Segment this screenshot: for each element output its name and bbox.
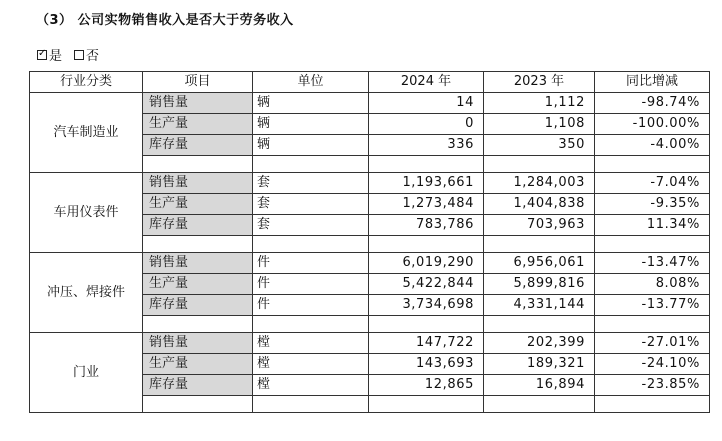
table-row xyxy=(30,173,710,194)
unit-cell: 辆 xyxy=(253,135,369,156)
empty-cell xyxy=(595,156,710,173)
value-2024-cell: 1,273,484 xyxy=(369,194,484,215)
choice-no-label: 否 xyxy=(86,49,100,64)
value-2023-cell: 350 xyxy=(484,135,595,156)
value-2024-cell: 143,693 xyxy=(369,354,484,375)
value-2024-cell: 12,865 xyxy=(369,375,484,396)
empty-cell xyxy=(369,236,484,253)
value-2024-cell: 14 xyxy=(369,93,484,114)
item-cell: 生产量 xyxy=(143,114,253,135)
empty-cell xyxy=(484,156,595,173)
header-unit: 单位 xyxy=(253,72,369,93)
value-2023-cell: 189,321 xyxy=(484,354,595,375)
value-2024-cell: 1,193,661 xyxy=(369,173,484,194)
value-2024-cell: 0 xyxy=(369,114,484,135)
empty-cell xyxy=(595,396,710,413)
value-2023-cell: 1,112 xyxy=(484,93,595,114)
header-yoy: 同比增减 xyxy=(595,72,710,93)
yoy-change-cell: -23.85% xyxy=(595,375,710,396)
checkbox-no[interactable] xyxy=(74,50,84,60)
checkbox-yes[interactable] xyxy=(37,50,47,60)
empty-cell xyxy=(143,396,253,413)
empty-cell xyxy=(253,316,369,333)
yoy-change-cell: -4.00% xyxy=(595,135,710,156)
unit-cell: 樘 xyxy=(253,333,369,354)
item-cell: 生产量 xyxy=(143,194,253,215)
empty-cell xyxy=(143,316,253,333)
value-2023-cell: 202,399 xyxy=(484,333,595,354)
unit-cell: 辆 xyxy=(253,93,369,114)
header-2023: 2023 年 xyxy=(484,72,595,93)
value-2024-cell: 5,422,844 xyxy=(369,274,484,295)
value-2024-cell: 147,722 xyxy=(369,333,484,354)
yoy-change-cell: -13.47% xyxy=(595,253,710,274)
item-cell: 销售量 xyxy=(143,173,253,194)
choice-yes-label: 是 xyxy=(49,49,63,64)
table-header-row xyxy=(30,72,710,93)
item-cell: 库存量 xyxy=(143,375,253,396)
empty-cell xyxy=(369,396,484,413)
yoy-change-cell: -13.77% xyxy=(595,295,710,316)
item-cell: 库存量 xyxy=(143,295,253,316)
unit-cell: 樘 xyxy=(253,375,369,396)
yes-no-choice xyxy=(37,45,99,64)
value-2023-cell: 5,899,816 xyxy=(484,274,595,295)
empty-cell xyxy=(484,316,595,333)
value-2023-cell: 1,108 xyxy=(484,114,595,135)
empty-cell xyxy=(143,156,253,173)
empty-cell xyxy=(143,236,253,253)
yoy-change-cell: -7.04% xyxy=(595,173,710,194)
empty-cell xyxy=(484,396,595,413)
yoy-change-cell: -100.00% xyxy=(595,114,710,135)
industry-cell: 冲压、焊接件 xyxy=(30,253,143,333)
sales-production-table xyxy=(29,71,710,413)
header-item: 项目 xyxy=(143,72,253,93)
yoy-change-cell: 11.34% xyxy=(595,215,710,236)
empty-cell xyxy=(484,236,595,253)
value-2023-cell: 4,331,144 xyxy=(484,295,595,316)
item-cell: 销售量 xyxy=(143,93,253,114)
empty-cell xyxy=(595,316,710,333)
unit-cell: 件 xyxy=(253,253,369,274)
item-cell: 库存量 xyxy=(143,135,253,156)
empty-cell xyxy=(253,396,369,413)
yoy-change-cell: -98.74% xyxy=(595,93,710,114)
value-2023-cell: 1,404,838 xyxy=(484,194,595,215)
unit-cell: 件 xyxy=(253,295,369,316)
item-cell: 销售量 xyxy=(143,333,253,354)
table-row xyxy=(30,253,710,274)
value-2024-cell: 6,019,290 xyxy=(369,253,484,274)
value-2023-cell: 6,956,061 xyxy=(484,253,595,274)
header-industry: 行业分类 xyxy=(30,72,143,93)
unit-cell: 套 xyxy=(253,173,369,194)
yoy-change-cell: -9.35% xyxy=(595,194,710,215)
header-2024: 2024 年 xyxy=(369,72,484,93)
unit-cell: 套 xyxy=(253,215,369,236)
item-cell: 销售量 xyxy=(143,253,253,274)
unit-cell: 套 xyxy=(253,194,369,215)
yoy-change-cell: 8.08% xyxy=(595,274,710,295)
value-2023-cell: 1,284,003 xyxy=(484,173,595,194)
value-2023-cell: 16,894 xyxy=(484,375,595,396)
yoy-change-cell: -24.10% xyxy=(595,354,710,375)
section-heading: （3） 公司实物销售收入是否大于劳务收入 xyxy=(36,13,294,28)
unit-cell: 件 xyxy=(253,274,369,295)
empty-cell xyxy=(369,156,484,173)
value-2023-cell: 703,963 xyxy=(484,215,595,236)
industry-cell: 汽车制造业 xyxy=(30,93,143,173)
empty-cell xyxy=(595,236,710,253)
table-row xyxy=(30,93,710,114)
empty-cell xyxy=(253,156,369,173)
item-cell: 生产量 xyxy=(143,354,253,375)
industry-cell: 门业 xyxy=(30,333,143,413)
item-cell: 库存量 xyxy=(143,215,253,236)
unit-cell: 辆 xyxy=(253,114,369,135)
value-2024-cell: 336 xyxy=(369,135,484,156)
value-2024-cell: 3,734,698 xyxy=(369,295,484,316)
item-cell: 生产量 xyxy=(143,274,253,295)
unit-cell: 樘 xyxy=(253,354,369,375)
table-row xyxy=(30,333,710,354)
empty-cell xyxy=(369,316,484,333)
industry-cell: 车用仪表件 xyxy=(30,173,143,253)
value-2024-cell: 783,786 xyxy=(369,215,484,236)
yoy-change-cell: -27.01% xyxy=(595,333,710,354)
empty-cell xyxy=(253,236,369,253)
